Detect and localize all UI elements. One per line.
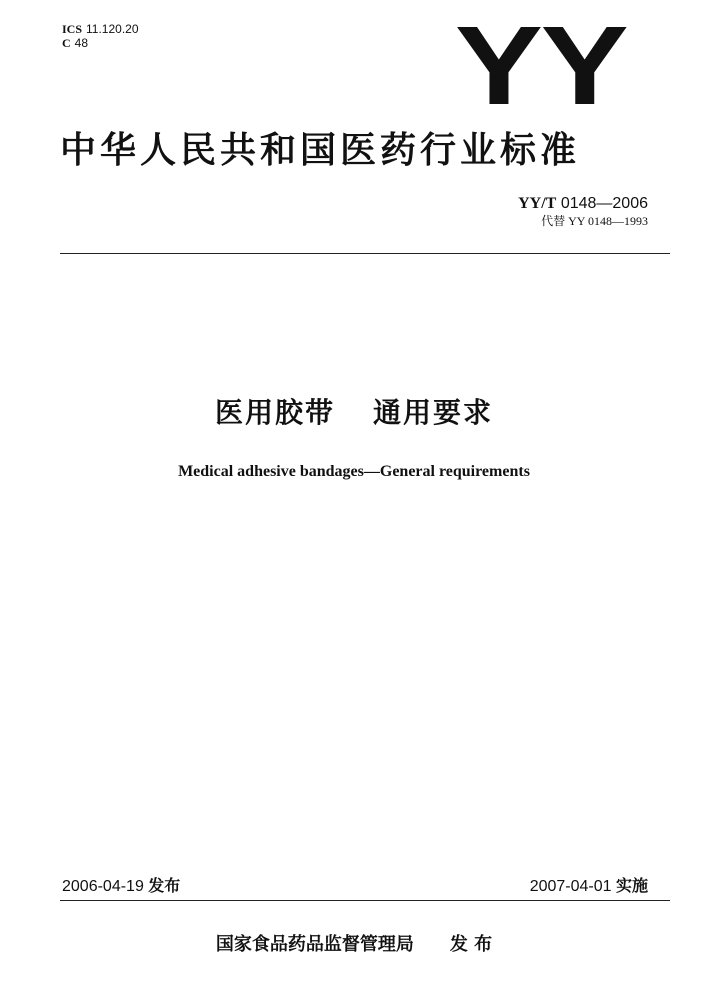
issue-date-value: 2006-04-19 [62,878,144,895]
title-cn-part2: 通用要求 [373,396,494,429]
standard-number [518,195,648,213]
standard-title: 中华人民共和国医药行业标准 [60,130,581,171]
yy-logo: YY [454,3,626,128]
implementation-date-value: 2007-04-01 [529,878,612,895]
replaces-note: 代替 YY 0148—1993 [541,214,648,228]
issue-label: 发布 [148,876,181,895]
classification-codes [62,22,139,50]
ccs-label: C [62,36,71,50]
title-cn-part1: 医用胶带 [214,396,335,429]
ics-code-line [62,22,139,36]
ics-label: ICS [62,22,83,36]
standard-prefix: YY/T [518,195,557,212]
ics-code: 11.120.20 [86,22,139,36]
publisher-name: 国家食品药品监督管理局 [215,934,414,955]
header-divider [60,253,670,254]
publish-label: 发 布 [449,934,493,955]
standard-number-value: 0148—2006 [560,195,648,212]
implementation-label: 实施 [615,876,648,895]
implementation-date [530,876,648,897]
footer-divider [60,900,670,901]
publisher [0,933,708,957]
document-title-cn [0,395,708,431]
ccs-code: 48 [74,36,89,50]
ccs-code-line [62,36,139,50]
document-title-en: Medical adhesive bandages—General requirements [178,463,530,480]
issue-date [62,876,180,897]
